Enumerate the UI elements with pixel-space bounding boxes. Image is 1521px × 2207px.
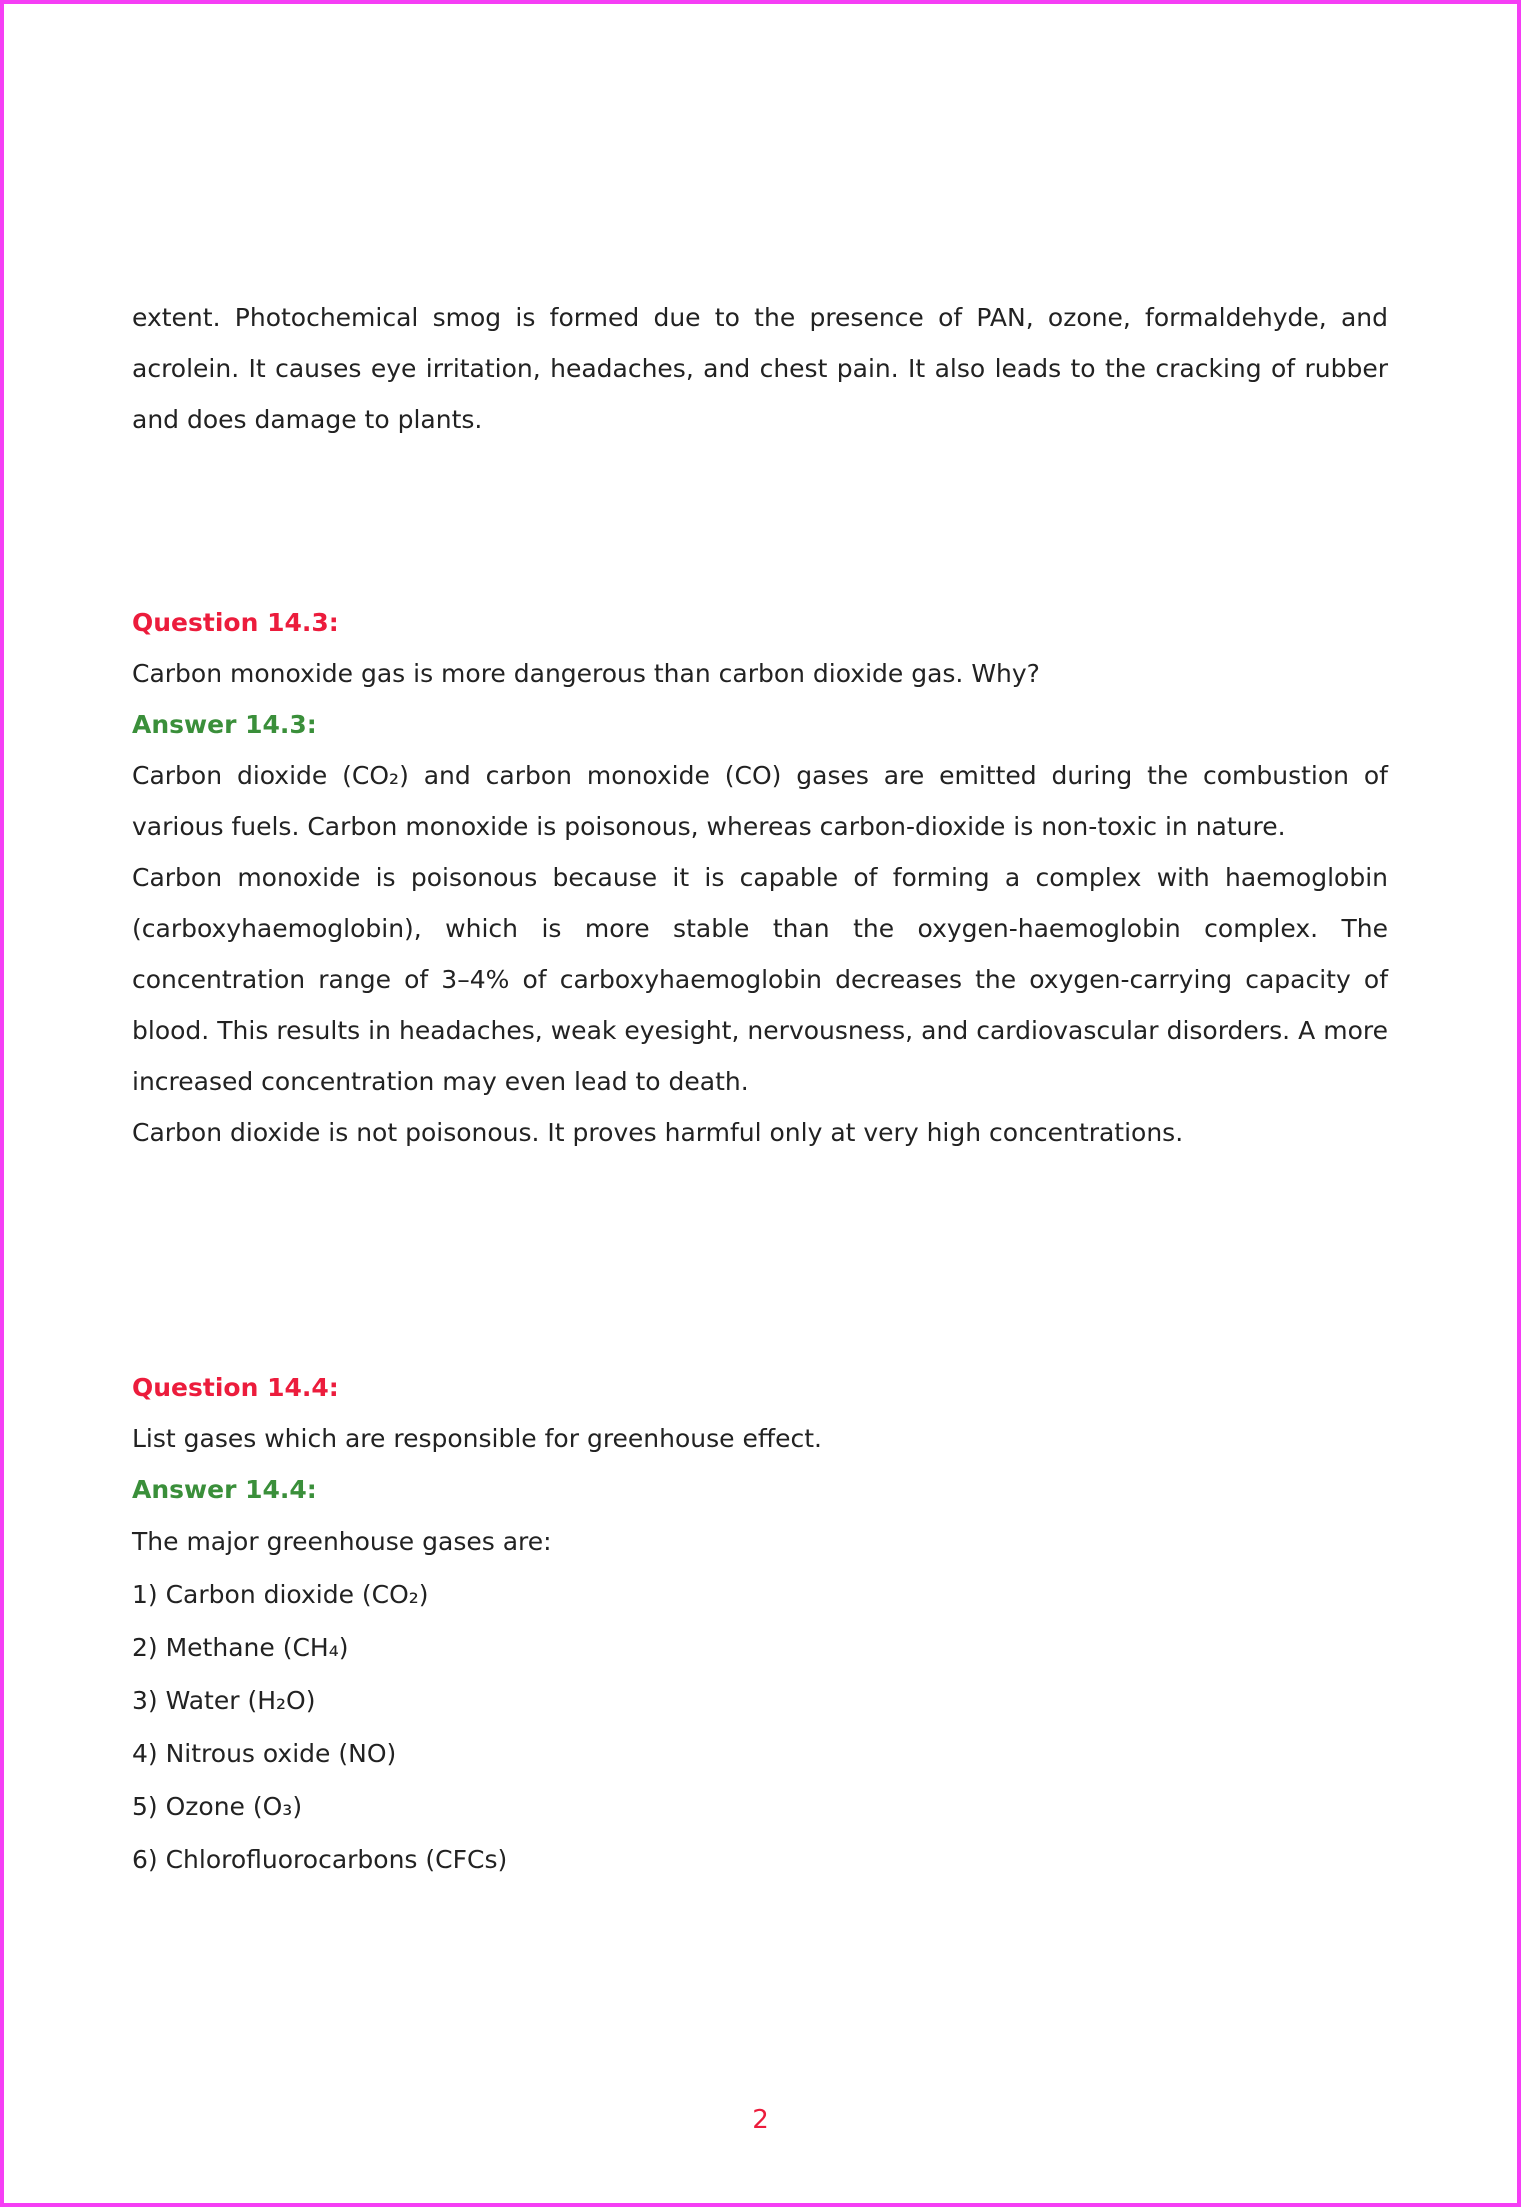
answer-paragraph: Carbon dioxide is not poisonous. It proves harmful only at very high concentrations. <box>132 1118 1184 1147</box>
list-item: 4) Nitrous oxide (NO) <box>132 1739 397 1768</box>
greenhouse-gas-list <box>132 1515 1388 1886</box>
question-label: Question 14.4: <box>132 1373 339 1402</box>
answer-paragraph: Carbon dioxide (CO₂) and carbon monoxide (CO) gases are emitted during the combustion of various fuels. Carbon monoxide is poisonous, whereas carbon-dioxide is non-toxic in nature. <box>132 761 1388 841</box>
page-number: 2 <box>752 2105 769 2135</box>
list-item: 5) Ozone (O₃) <box>132 1792 303 1821</box>
question-14-3-section <box>132 597 1388 1158</box>
intro-section <box>132 292 1388 445</box>
answer-label: Answer 14.4: <box>132 1475 317 1504</box>
question-14-4-section <box>132 1362 1388 1886</box>
answer-label: Answer 14.3: <box>132 710 317 739</box>
list-item: 1) Carbon dioxide (CO₂) <box>132 1580 429 1609</box>
question-label: Question 14.3: <box>132 608 339 637</box>
list-intro: The major greenhouse gases are: <box>132 1527 552 1556</box>
intro-paragraph: extent. Photochemical smog is formed due to the presence of PAN, ozone, formaldehyde, and acrolein. It causes eye irritation, headaches, and chest pain. It also leads to the cracking of rubber and does damage to plants. <box>132 303 1388 434</box>
answer-paragraph: Carbon monoxide is poisonous because it is capable of forming a complex with haemoglobin (carboxyhaemoglobin), which is more stable than the oxygen-haemoglobin complex. The concentration range of 3–4% of carboxyhaemoglobin decreases the oxygen-carrying capacity of blood. This results in headaches, weak eyesight, nervousness, and cardiovascular disorders. A more increased concentration may even lead to death. <box>132 863 1388 1096</box>
question-text: List gases which are responsible for greenhouse effect. <box>132 1424 822 1453</box>
list-item: 3) Water (H₂O) <box>132 1686 316 1715</box>
list-item: 2) Methane (CH₄) <box>132 1633 349 1662</box>
list-item: 6) Chlorofluorocarbons (CFCs) <box>132 1845 508 1874</box>
question-text: Carbon monoxide gas is more dangerous than carbon dioxide gas. Why? <box>132 659 1040 688</box>
